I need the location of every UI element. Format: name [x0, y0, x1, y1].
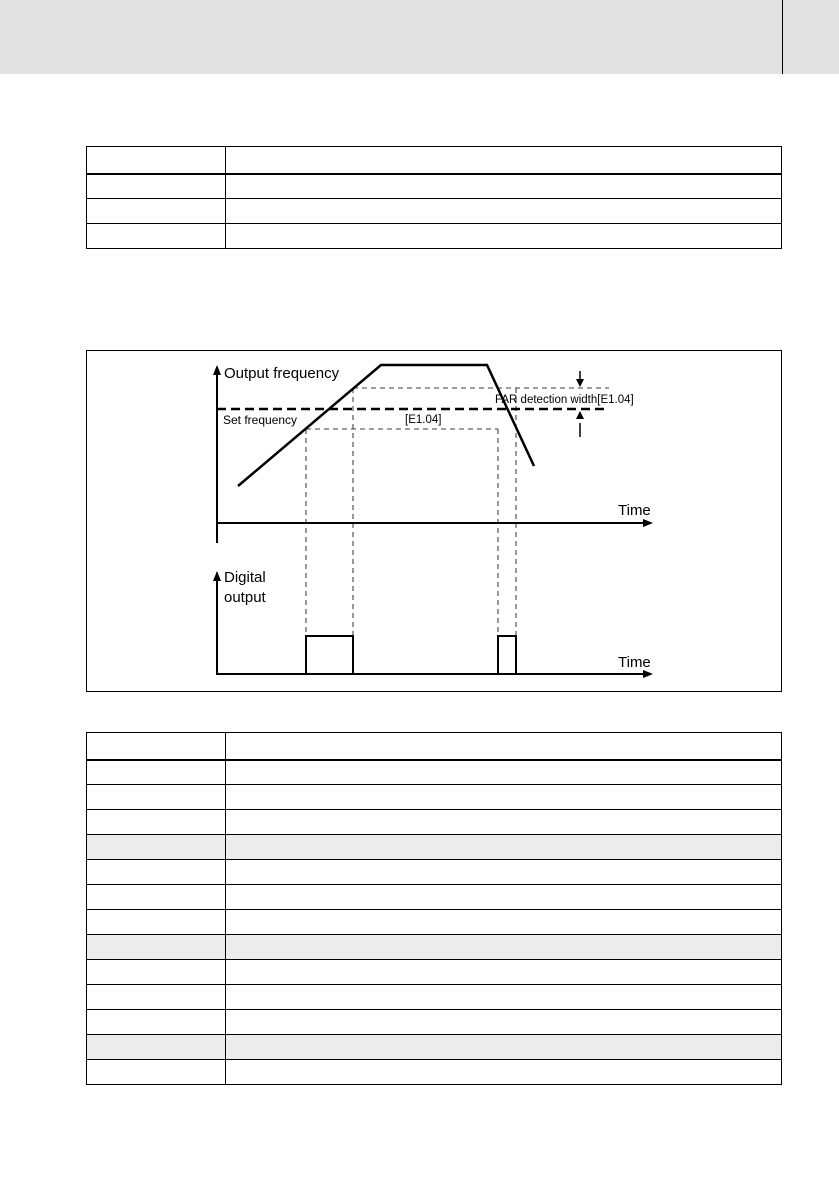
- table-cell: [87, 885, 226, 910]
- table-row: [87, 785, 782, 810]
- table-cell: [226, 985, 782, 1010]
- table-row: [87, 985, 782, 1010]
- table-cell: [226, 960, 782, 985]
- digital-output-pulse: [498, 636, 516, 674]
- detection-width-arrowhead-up: [576, 411, 584, 419]
- time-axis-top-arrowhead: [643, 519, 653, 527]
- table-cell: [87, 785, 226, 810]
- parameter-table-top: [86, 146, 782, 249]
- table-cell: [226, 733, 782, 760]
- digital-output-label-line1: Digital: [224, 569, 266, 586]
- table-cell: [87, 810, 226, 835]
- table-cell: [87, 1060, 226, 1085]
- table-cell: [226, 860, 782, 885]
- table-cell: [226, 885, 782, 910]
- table-row: [87, 860, 782, 885]
- table-cell: [87, 1035, 226, 1060]
- table-cell: [226, 1010, 782, 1035]
- table-cell: [226, 835, 782, 860]
- table-header-row: [87, 733, 782, 760]
- table-row: [87, 174, 782, 199]
- output-frequency-label: Output frequency: [224, 365, 340, 382]
- table-cell: [87, 1010, 226, 1035]
- table-cell: [226, 199, 782, 224]
- table-group-row: [87, 935, 782, 960]
- page-edge-mark: [782, 0, 783, 74]
- page-header-band: [0, 0, 839, 74]
- table-cell: [87, 935, 226, 960]
- table-group-row: [87, 835, 782, 860]
- table-row: [87, 960, 782, 985]
- time-label-top: Time: [618, 502, 651, 519]
- table-cell: [226, 760, 782, 785]
- table-cell: [226, 810, 782, 835]
- table-cell: [226, 147, 782, 174]
- table-row: [87, 199, 782, 224]
- detection-width-label: FAR detection width[E1.04]: [495, 394, 634, 406]
- far-timing-diagram: [86, 350, 782, 692]
- table-cell: [87, 199, 226, 224]
- table-row: [87, 1060, 782, 1085]
- parameter-table-bottom: [86, 732, 782, 1085]
- table-cell: [87, 733, 226, 760]
- table-row: [87, 760, 782, 785]
- digital-output-pulse: [306, 636, 353, 674]
- timing-diagram-svg: [87, 351, 783, 693]
- table-cell: [87, 224, 226, 249]
- table-row: [87, 1010, 782, 1035]
- table-cell: [87, 985, 226, 1010]
- digital-output-axis-arrowhead: [213, 571, 221, 581]
- table-row: [87, 910, 782, 935]
- table-header-row: [87, 147, 782, 174]
- table-cell: [226, 910, 782, 935]
- table-cell: [87, 910, 226, 935]
- table-cell: [87, 860, 226, 885]
- table-cell: [226, 1060, 782, 1085]
- time-axis-bottom-arrowhead: [643, 670, 653, 678]
- table-cell: [87, 147, 226, 174]
- table-row: [87, 885, 782, 910]
- table-cell: [87, 835, 226, 860]
- table-cell: [87, 960, 226, 985]
- detection-width-arrowhead-down: [576, 379, 584, 387]
- table-cell: [226, 174, 782, 199]
- table-cell: [226, 785, 782, 810]
- table-row: [87, 810, 782, 835]
- digital-output-label-line2: output: [224, 589, 266, 606]
- table-cell: [226, 935, 782, 960]
- set-frequency-label: Set frequency: [223, 413, 298, 427]
- table-cell: [87, 174, 226, 199]
- inner-band-label: [E1.04]: [405, 414, 442, 426]
- table-cell: [87, 760, 226, 785]
- table-row: [87, 224, 782, 249]
- table-group-row: [87, 1035, 782, 1060]
- frequency-axis-arrowhead: [213, 365, 221, 375]
- table-cell: [226, 224, 782, 249]
- time-label-bottom: Time: [618, 654, 651, 671]
- table-cell: [226, 1035, 782, 1060]
